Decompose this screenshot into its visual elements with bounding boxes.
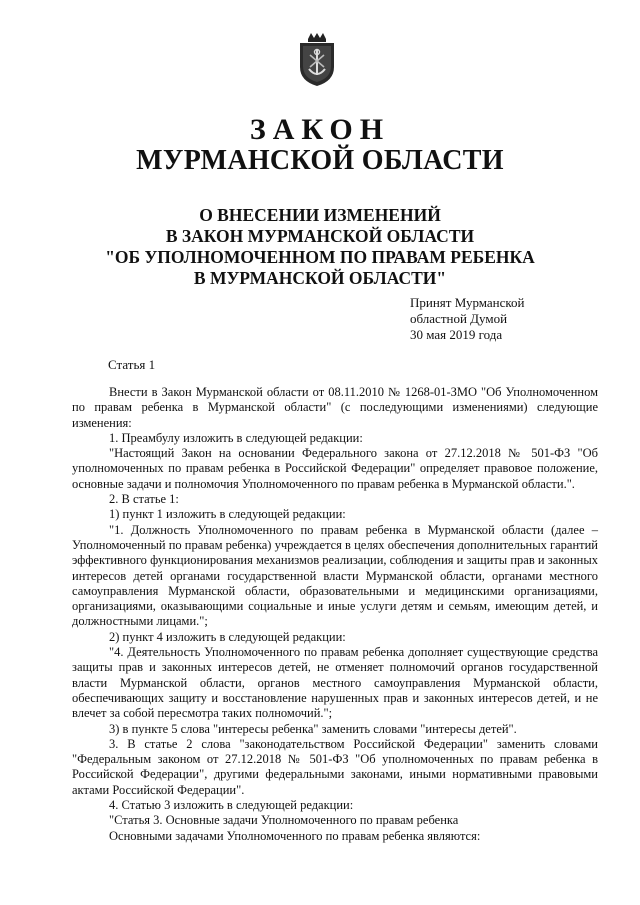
- paragraph: 1) пункт 1 изложить в следующей редакции:: [109, 507, 346, 522]
- paragraph: 1. Преамбулу изложить в следующей редакции:: [109, 430, 363, 445]
- paragraph: "1. Должность Уполномоченного по правам ребенка в Мурманской области (далее – Уполномоченный по правам ребенка) учреждается в целях обеспечения дополнительных гарантий эффективного функционирования механизмов реализации, соблюдения и защиты прав и законных интересов детей органами государственной власти Мурманской области, органами местного самоуправления Мурманской области, образовательными и медицинскими организациями, организациями, оказывающими социальные и иные услуги детям и семьям, имеющим детей, и должностными лицами.";: [72, 522, 598, 629]
- subtitle-line: О ВНЕСЕНИИ ИЗМЕНЕНИЙ: [199, 205, 441, 225]
- law-subtitle: [0, 205, 640, 289]
- paragraph: "Статья 3. Основные задачи Уполномоченного по правам ребенка: [109, 813, 459, 828]
- paragraph: 2. В статье 1:: [109, 492, 179, 507]
- subtitle-line: В МУРМАНСКОЙ ОБЛАСТИ": [193, 268, 447, 288]
- subtitle-line: "ОБ УПОЛНОМОЧЕННОМ ПО ПРАВАМ РЕБЕНКА: [105, 247, 535, 267]
- adoption-line: областной Думой: [410, 311, 508, 326]
- paragraph: 2) пункт 4 изложить в следующей редакции:: [109, 629, 346, 644]
- paragraph: 4. Статью 3 изложить в следующей редакции:: [109, 798, 354, 813]
- coat-of-arms-icon: [296, 33, 338, 87]
- adoption-note: [410, 295, 525, 343]
- article-heading: Статья 1: [108, 357, 156, 372]
- adoption-line: Принят Мурманской: [410, 295, 525, 310]
- paragraph: Основными задачами Уполномоченного по правам ребенка являются:: [109, 828, 481, 843]
- paragraph: 3) в пункте 5 слова "интересы ребенка" заменить словами "интересы детей".: [109, 721, 517, 736]
- adoption-line: 30 мая 2019 года: [410, 327, 503, 342]
- paragraph: "4. Деятельность Уполномоченного по правам ребенка дополняет существующие средства защиты прав и законных интересов детей, не отменяет полномочий органов государственной власти Мурманской области, органов местного самоуправления Мурманской области, обеспечивающих защиту и восстановление нарушенных прав и законных интересов детей, и не влечет за собой пересмотра таких полномочий.";: [72, 645, 598, 721]
- subtitle-line: В ЗАКОН МУРМАНСКОЙ ОБЛАСТИ: [165, 226, 475, 246]
- paragraph: 3. В статье 2 слова "законодательством Российской Федерации" заменить словами "Федеральным законом от 27.12.2018 № 501-ФЗ "Об уполномоченных по правам ребенка в Российской Федерации", другими федеральными законами, иными нормативными правовыми актами Российской Федерации".: [72, 736, 598, 797]
- law-title: ЗАКОН: [249, 113, 391, 146]
- document-body: [72, 385, 598, 844]
- paragraph: "Настоящий Закон на основании Федерального закона от 27.12.2018 № 501-ФЗ "Об уполномоченных по правам ребенка в Российской Федерации" определяет правовое положение, основные задачи и полномочия Уполномоченного по правам ребенка в Мурманской области.".: [72, 446, 598, 491]
- paragraph: Внести в Закон Мурманской области от 08.11.2010 № 1268-01-ЗМО "Об Уполномоченном по правам ребенка в Мурманской области" (с последующими изменениями) следующие изменения:: [72, 385, 598, 430]
- region-title: МУРМАНСКОЙ ОБЛАСТИ: [136, 145, 504, 176]
